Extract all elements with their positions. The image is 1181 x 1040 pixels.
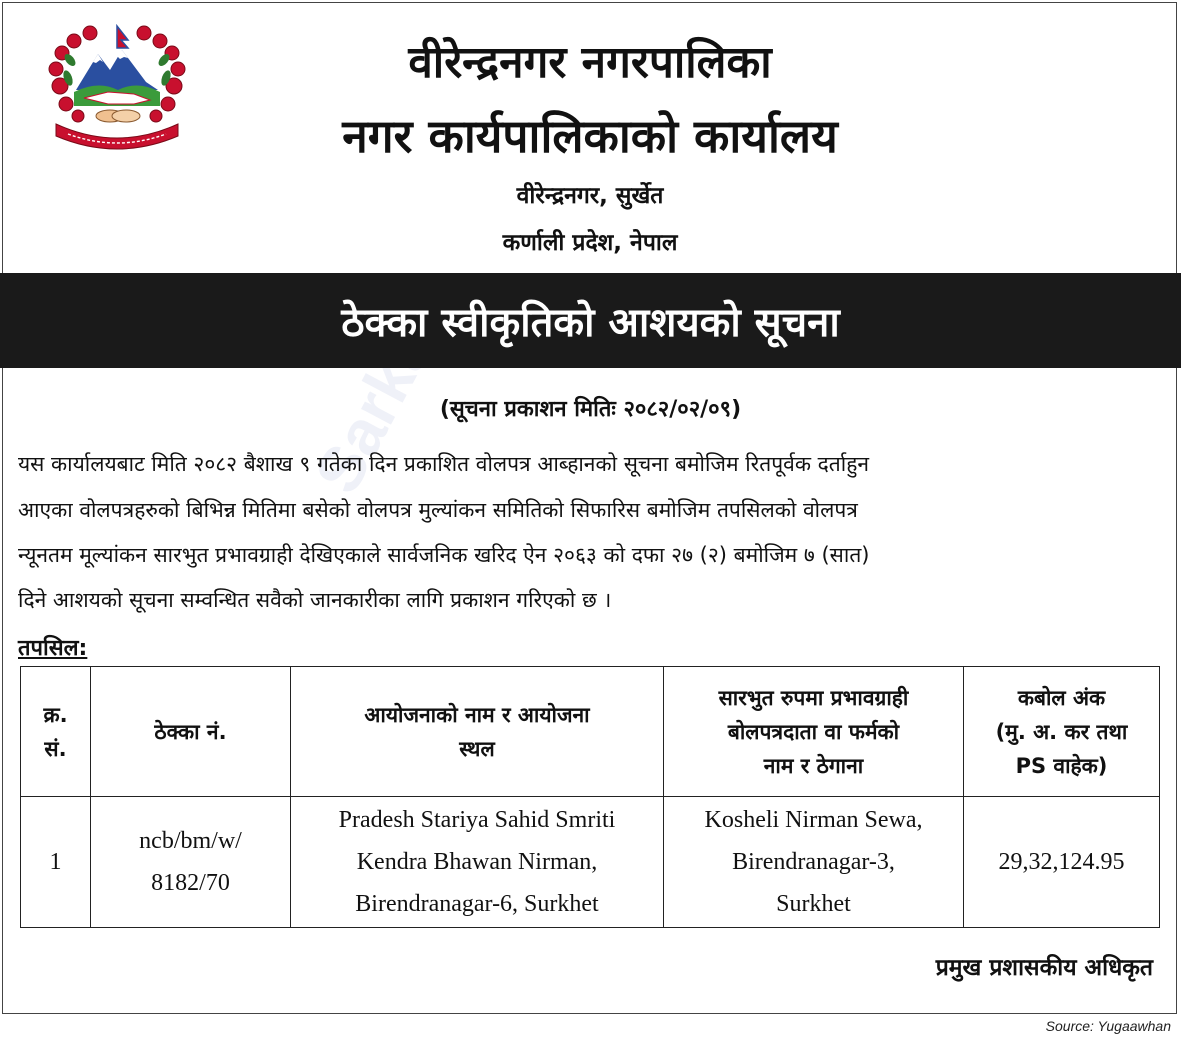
address-line2: कर्णाली प्रदेश, नेपाल bbox=[502, 230, 678, 256]
cell-text: Birendranagar-6, Surkhet bbox=[355, 891, 599, 917]
title-banner bbox=[0, 273, 1181, 368]
publication-date: (सूचना प्रकाशन मितिः २०८२/०२/०९) bbox=[439, 397, 742, 422]
source-credit: Source: Yugaawhan bbox=[1045, 1018, 1171, 1034]
details-label: तपसिल: bbox=[18, 636, 88, 661]
header-text: स्थल bbox=[459, 736, 495, 761]
cell-text: ncb/bm/w/ bbox=[139, 828, 242, 854]
cell-text: 8182/70 bbox=[151, 870, 230, 896]
cell-text: Kendra Bhawan Nirman, bbox=[356, 849, 598, 875]
header-text: सारभुत रुपमा प्रभावग्राही bbox=[718, 685, 909, 710]
body-line-1: यस कार्यालयबाट मिति २०८२ बैशाख ९ गतेका दिन प्रकाशित वोलपत्र आब्हानको सूचना बमोजिम रितपूर्वक दर्ताहुन bbox=[18, 452, 870, 476]
body-line-4: दिने आशयको सूचना सम्वन्धित सवैको जानकारीका लागि प्रकाशन गरिएको छ । bbox=[18, 588, 612, 612]
cell-amount: 29,32,124.95 bbox=[964, 797, 1160, 928]
cell-text: Birendranagar-3, bbox=[732, 849, 895, 875]
header-text: सं. bbox=[44, 736, 67, 761]
org-name-line2: नगर कार्यपालिकाको कार्यालय bbox=[342, 109, 838, 163]
notice-title: ठेक्का स्वीकृतिको आशयको सूचना bbox=[341, 300, 840, 346]
address-line1: वीरेन्द्रनगर, सुर्खेत bbox=[516, 183, 664, 209]
tender-table bbox=[20, 666, 1160, 928]
header-text: आयोजनाको नाम र आयोजना bbox=[364, 702, 590, 727]
header-text: PS वाहेक) bbox=[1015, 753, 1108, 778]
header-text: क्र. bbox=[43, 702, 68, 727]
header-contract-no bbox=[91, 667, 291, 797]
cell-bidder bbox=[664, 797, 964, 928]
header-amount bbox=[964, 667, 1160, 797]
signatory: प्रमुख प्रशासकीय अधिकृत bbox=[935, 955, 1153, 981]
cell-project bbox=[291, 797, 664, 928]
header-text: बोलपत्रदाता वा फर्मको bbox=[727, 719, 900, 744]
header-text: ठेक्का नं. bbox=[154, 719, 227, 744]
cell-contract-no bbox=[91, 797, 291, 928]
header-text: (मु. अ. कर तथा bbox=[995, 719, 1128, 744]
watermark: Sarkari bbox=[300, 278, 467, 505]
header-text: कबोल अंक bbox=[1017, 685, 1106, 710]
body-line-2: आएका वोलपत्रहरुको बिभिन्न मितिमा बसेको वोलपत्र मुल्यांकन समितिको सिफारिस बमोजिम तपसिलको वोलपत्र bbox=[18, 498, 858, 522]
header-bidder bbox=[664, 667, 964, 797]
body-line-3: न्यूनतम मूल्यांकन सारभुत प्रभावग्राही देखिएकाले सार्वजनिक खरिद ऐन २०६३ को दफा २७ (२) बमोजिम ७ (सात) bbox=[18, 543, 870, 567]
org-name-line1: वीरेन्द्रनगर नगरपालिका bbox=[408, 37, 772, 88]
table-row bbox=[21, 797, 1160, 928]
cell-text: Kosheli Nirman Sewa, bbox=[704, 807, 923, 833]
header-text: नाम र ठेगाना bbox=[763, 753, 864, 778]
cell-sn: 1 bbox=[21, 797, 91, 928]
header-sn bbox=[21, 667, 91, 797]
table-header-row bbox=[21, 667, 1160, 797]
cell-text: Pradesh Stariya Sahid Smriti bbox=[338, 807, 616, 833]
header-project bbox=[291, 667, 664, 797]
nepal-emblem-icon bbox=[38, 24, 196, 152]
cell-text: Surkhet bbox=[776, 891, 851, 917]
